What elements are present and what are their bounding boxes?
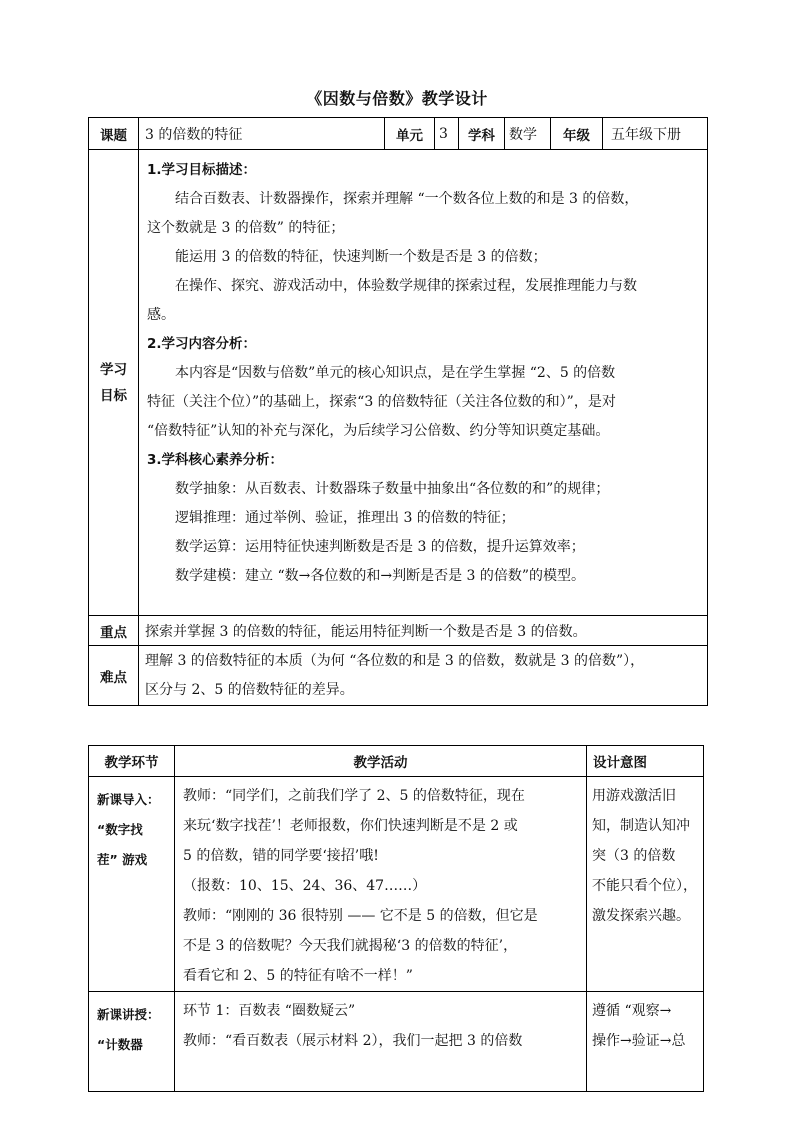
objectives-content [139,150,708,616]
activity-line: 不是 3 的倍数呢？今天我们就揭秘‘3 的倍数的特征’， [183,938,518,954]
header-activity: 教学活动 [175,746,587,777]
teaching-process-table [88,745,704,1092]
stage-line: 茬” 游戏 [97,852,148,867]
objectives-label [89,150,139,616]
subject-value: 数学 [505,118,551,150]
objective-line: 感。 [147,307,175,323]
activity-line: （报数：10、15、24、36、47……） [183,878,427,894]
core-literacy-line: 数学运算：运用特征快速判断数是否是 3 的倍数，提升运算效率； [175,539,585,555]
unit-label: 单元 [385,118,435,150]
intent-line: 突（3 的倍数 [592,848,676,864]
intent-line: 操作→验证→总 [592,1033,686,1049]
topic-label: 课题 [89,118,139,150]
stage-line: 新课导入： [97,792,160,807]
stage-line: 新课讲授： [97,1007,160,1022]
key-point-text: 探索并掌握 3 的倍数的特征，能运用特征判断一个数是否是 3 的倍数。 [139,616,708,646]
activity-line: 环节 1：百数表 “圈数疑云” [183,1003,356,1019]
difficulty-content [139,646,708,706]
activity-cell [175,777,587,992]
activity-line: 看看它和 2、5 的特征有啥不一样！” [183,968,413,984]
content-analysis-heading: 2.学习内容分析： [147,336,257,352]
subject-label: 学科 [459,118,505,150]
topic-value: 3 的倍数的特征 [139,118,385,150]
activity-line: 5 的倍数，错的同学要‘接招’哦! [183,848,379,864]
intent-line: 不能只看个位）， [592,878,697,894]
objective-line: 这个数就是 3 的倍数” 的特征； [147,220,345,236]
difficulty-line: 理解 3 的倍数特征的本质（为何 “各位数的和是 3 的倍数，数就是 3 的倍数”）， [145,652,645,669]
content-analysis-line: 本内容是“因数与倍数”单元的核心知识点，是在学生掌握 “2、5 的倍数 [175,365,616,381]
intent-cell [587,777,704,992]
intent-line: 用游戏激活旧 [592,788,676,804]
grade-value: 五年级下册 [603,118,708,150]
lesson-info-table [88,117,708,706]
unit-value: 3 [435,118,459,150]
table-row [89,992,704,1092]
core-literacy-line: 数学抽象：从百数表、计数器珠子数量中抽象出“各位数的和”的规律； [175,481,610,497]
objective-line: 结合百数表、计数器操作，探索并理解 “一个数各位上数的和是 3 的倍数， [175,191,639,207]
stage-cell [89,992,175,1092]
grade-label: 年级 [551,118,603,150]
header-intent: 设计意图 [587,746,704,777]
objectives-label-line1: 学习 [100,361,127,378]
core-literacy-line: 逻辑推理：通过举例、验证，推理出 3 的倍数的特征； [175,510,515,526]
stage-line: “计数器 [97,1037,143,1052]
activity-line: 教师：“看百数表（展示材料 2），我们一起把 3 的倍数 [183,1033,523,1049]
header-stage: 教学环节 [89,746,175,777]
activity-line: 来玩‘数字找茬’！老师报数，你们快速判断是不是 2 或 [183,818,518,834]
objective-line: 在操作、探究、游戏活动中，体验数学规律的探索过程，发展推理能力与数 [175,278,637,294]
objectives-label-line2: 目标 [100,387,127,404]
core-literacy-heading: 3.学科核心素养分析： [147,452,284,468]
difficulty-label: 难点 [89,646,139,706]
intent-line: 激发探索兴趣。 [592,908,690,924]
stage-line: “数字找 [97,822,143,837]
objective-line: 能运用 3 的倍数的特征，快速判断一个数是否是 3 的倍数； [175,249,547,265]
intent-cell [587,992,704,1092]
table-row [89,777,704,992]
content-analysis-line: 特征（关注个位）”的基础上，探索“3 的倍数特征（关注各位数的和）”，是对 [147,394,616,410]
activity-cell [175,992,587,1092]
difficulty-line: 区分与 2、5 的倍数特征的差异。 [145,681,354,698]
objective-section-heading: 1.学习目标描述： [147,162,257,178]
content-analysis-line: “倍数特征”认知的补充与深化，为后续学习公倍数、约分等知识奠定基础。 [147,423,610,439]
document-title: 《因数与倍数》教学设计 [306,89,488,108]
intent-line: 知，制造认知冲 [592,818,690,834]
stage-cell [89,777,175,992]
activity-line: 教师：“同学们，之前我们学了 2、5 的倍数特征，现在 [183,788,525,804]
activity-line: 教师：“刚刚的 36 很特别 —— 它不是 5 的倍数，但它是 [183,908,538,924]
key-point-label: 重点 [89,616,139,646]
core-literacy-line: 数学建模：建立 “数→各位数的和→判断是否是 3 的倍数”的模型。 [175,568,586,584]
intent-line: 遵循 “观察→ [592,1003,672,1019]
